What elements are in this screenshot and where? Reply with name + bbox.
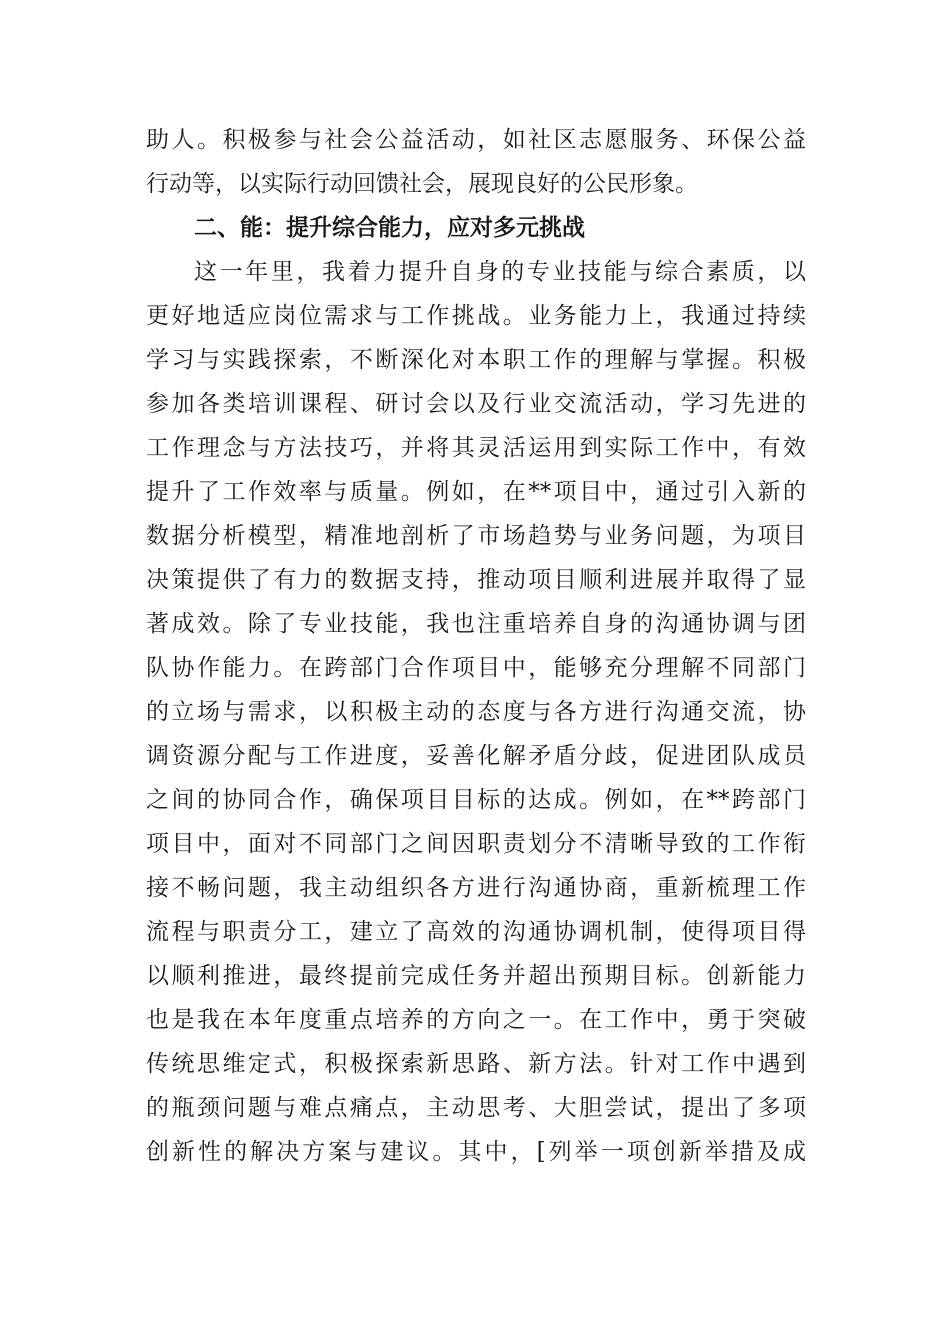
paragraph-line: 学习与实践探索，不断深化对本职工作的理解与掌握。积极 <box>146 347 806 373</box>
paragraph-line: 决策提供了有力的数据支持，推动项目顺利进展并取得了显 <box>146 567 806 593</box>
paragraph-line: 数据分析模型，精准地剖析了市场趋势与业务问题，为项目 <box>146 523 806 549</box>
paragraph-line: 也是我在本年度重点培养的方向之一。在工作中，勇于突破 <box>146 1007 806 1033</box>
paragraph-line: 之间的协同合作，确保项目目标的达成。例如，在**跨部门 <box>146 787 806 813</box>
paragraph-line: 的立场与需求，以积极主动的态度与各方进行沟通交流，协 <box>146 699 806 725</box>
intro-paragraph <box>146 118 806 206</box>
paragraph-line: 调资源分配与工作进度，妥善化解矛盾分歧，促进团队成员 <box>146 743 806 769</box>
paragraph-line: 著成效。除了专业技能，我也注重培养自身的沟通协调与团 <box>146 611 806 637</box>
paragraph-line: 创新性的解决方案与建议。其中，[列举一项创新举措及成 <box>146 1139 806 1165</box>
paragraph-line: 参加各类培训课程、研讨会以及行业交流活动，学习先进的 <box>146 391 806 417</box>
paragraph-line: 队协作能力。在跨部门合作项目中，能够充分理解不同部门 <box>146 655 806 681</box>
body-paragraph <box>146 250 806 1174</box>
paragraph-line: 行动等，以实际行动回馈社会，展现良好的公民形象。 <box>146 171 698 197</box>
paragraph-line: 流程与职责分工，建立了高效的沟通协调机制，使得项目得 <box>146 919 806 945</box>
document-body <box>146 118 806 1174</box>
paragraph-line: 接不畅问题，我主动组织各方进行沟通协商，重新梳理工作 <box>146 875 806 901</box>
paragraph-line: 这一年里，我着力提升自身的专业技能与综合素质，以 <box>194 259 806 285</box>
paragraph-line: 项目中，面对不同部门之间因职责划分不清晰导致的工作衔 <box>146 831 806 857</box>
paragraph-line: 提升了工作效率与质量。例如，在**项目中，通过引入新的 <box>146 479 806 505</box>
paragraph-line: 传统思维定式，积极探索新思路、新方法。针对工作中遇到 <box>146 1051 806 1077</box>
paragraph-line: 更好地适应岗位需求与工作挑战。业务能力上，我通过持续 <box>146 303 806 329</box>
section-heading: 二、能：提升综合能力，应对多元挑战 <box>194 215 585 241</box>
paragraph-line: 助人。积极参与社会公益活动，如社区志愿服务、环保公益 <box>146 127 806 153</box>
paragraph-line: 的瓶颈问题与难点痛点，主动思考、大胆尝试，提出了多项 <box>146 1095 806 1121</box>
paragraph-line: 工作理念与方法技巧，并将其灵活运用到实际工作中，有效 <box>146 435 806 461</box>
paragraph-line: 以顺利推进，最终提前完成任务并超出预期目标。创新能力 <box>146 963 806 989</box>
